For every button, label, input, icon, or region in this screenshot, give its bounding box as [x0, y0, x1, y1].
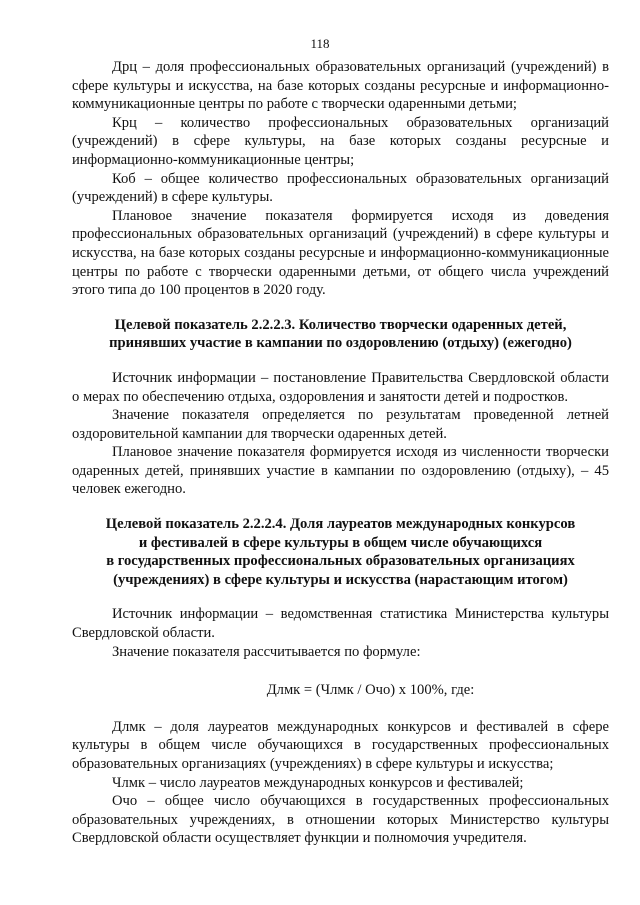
heading-line: в государственных профессиональных образовательных организациях — [106, 553, 575, 570]
formula: Длмк = (Члмк / Очо) х 100%, где: — [266, 682, 475, 699]
section-heading-2-2-2-4 — [72, 515, 609, 589]
value-paragraph: Значение показателя определяется по результатам проведенной летней оздоровительной кампании для творчески одаренных детей. — [72, 407, 609, 442]
heading-line: Целевой показатель 2.2.2.3. Количество творчески одаренных детей, — [114, 316, 567, 333]
definition-kob: Коб – общее количество профессиональных образовательных организаций (учреждений) в сфере культуры. — [72, 170, 609, 206]
source-paragraph: Источник информации – постановление Правительства Свердловской области о мерах по обеспечению отдыха, оздоровления и занятости детей и подростков. — [72, 369, 609, 405]
page-number: 118 — [310, 36, 330, 51]
definition-drc: Дрц – доля профессиональных образовательных организаций (учреждений) в сфере культуры и искусства, на базе которых созданы ресурсные и информационно-коммуникационные центры по работе с творчески одаренными детьми; — [72, 59, 609, 113]
source-paragraph: Источник информации – ведомственная статистика Министерства культуры Свердловской области. — [72, 606, 609, 642]
section-heading-2-2-2-3 — [72, 316, 609, 353]
planned-value-paragraph: Плановое значение показателя формируется исходя из численности творчески одаренных детей, принявших участие в кампании по оздоровлению (отдыху), – 45 человек ежегодно. — [72, 444, 609, 498]
definition-dlmk: Длмк – доля лауреатов международных конкурсов и фестивалей в сфере культуры в общем числе обучающихся в государственных профессиональных образовательных организациях (учреждениях) в сфере культуры и искусства; — [72, 718, 609, 772]
heading-line: (учреждениях) в сфере культуры и искусства (нарастающим итогом) — [113, 571, 568, 588]
definition-krc: Крц – количество профессиональных образовательных организаций (учреждений) в сфере культуры, на базе которых созданы ресурсные и информационно-коммуникационные центры; — [72, 114, 609, 168]
page-content — [72, 58, 609, 848]
heading-line: принявших участие в кампании по оздоровлению (отдыху) (ежегодно) — [109, 335, 572, 352]
definition-chlmk: Члмк – число лауреатов международных конкурсов и фестивалей; — [112, 774, 524, 791]
heading-line: и фестивалей в сфере культуры в общем числе обучающихся — [138, 534, 543, 551]
heading-line: Целевой показатель 2.2.2.4. Доля лауреатов международных конкурсов — [105, 516, 576, 533]
planned-value-paragraph: Плановое значение показателя формируется исходя из доведения профессиональных образовательных организаций (учреждений) в сфере культуры и искусства, на базе которых созданы ресурсные и информационно-коммуникационные центры по работе с творчески одаренными детьми, от общего числа учреждений этого типа до 100 процентов в 2020 году. — [72, 207, 609, 299]
definition-ocho: Очо – общее число обучающихся в государственных профессиональных образовательных учреждениях, в отношении которых Министерство культуры Свердловской области осуществляет функции и полномочия учредителя. — [72, 793, 609, 847]
formula-intro: Значение показателя рассчитывается по формуле: — [112, 643, 421, 660]
